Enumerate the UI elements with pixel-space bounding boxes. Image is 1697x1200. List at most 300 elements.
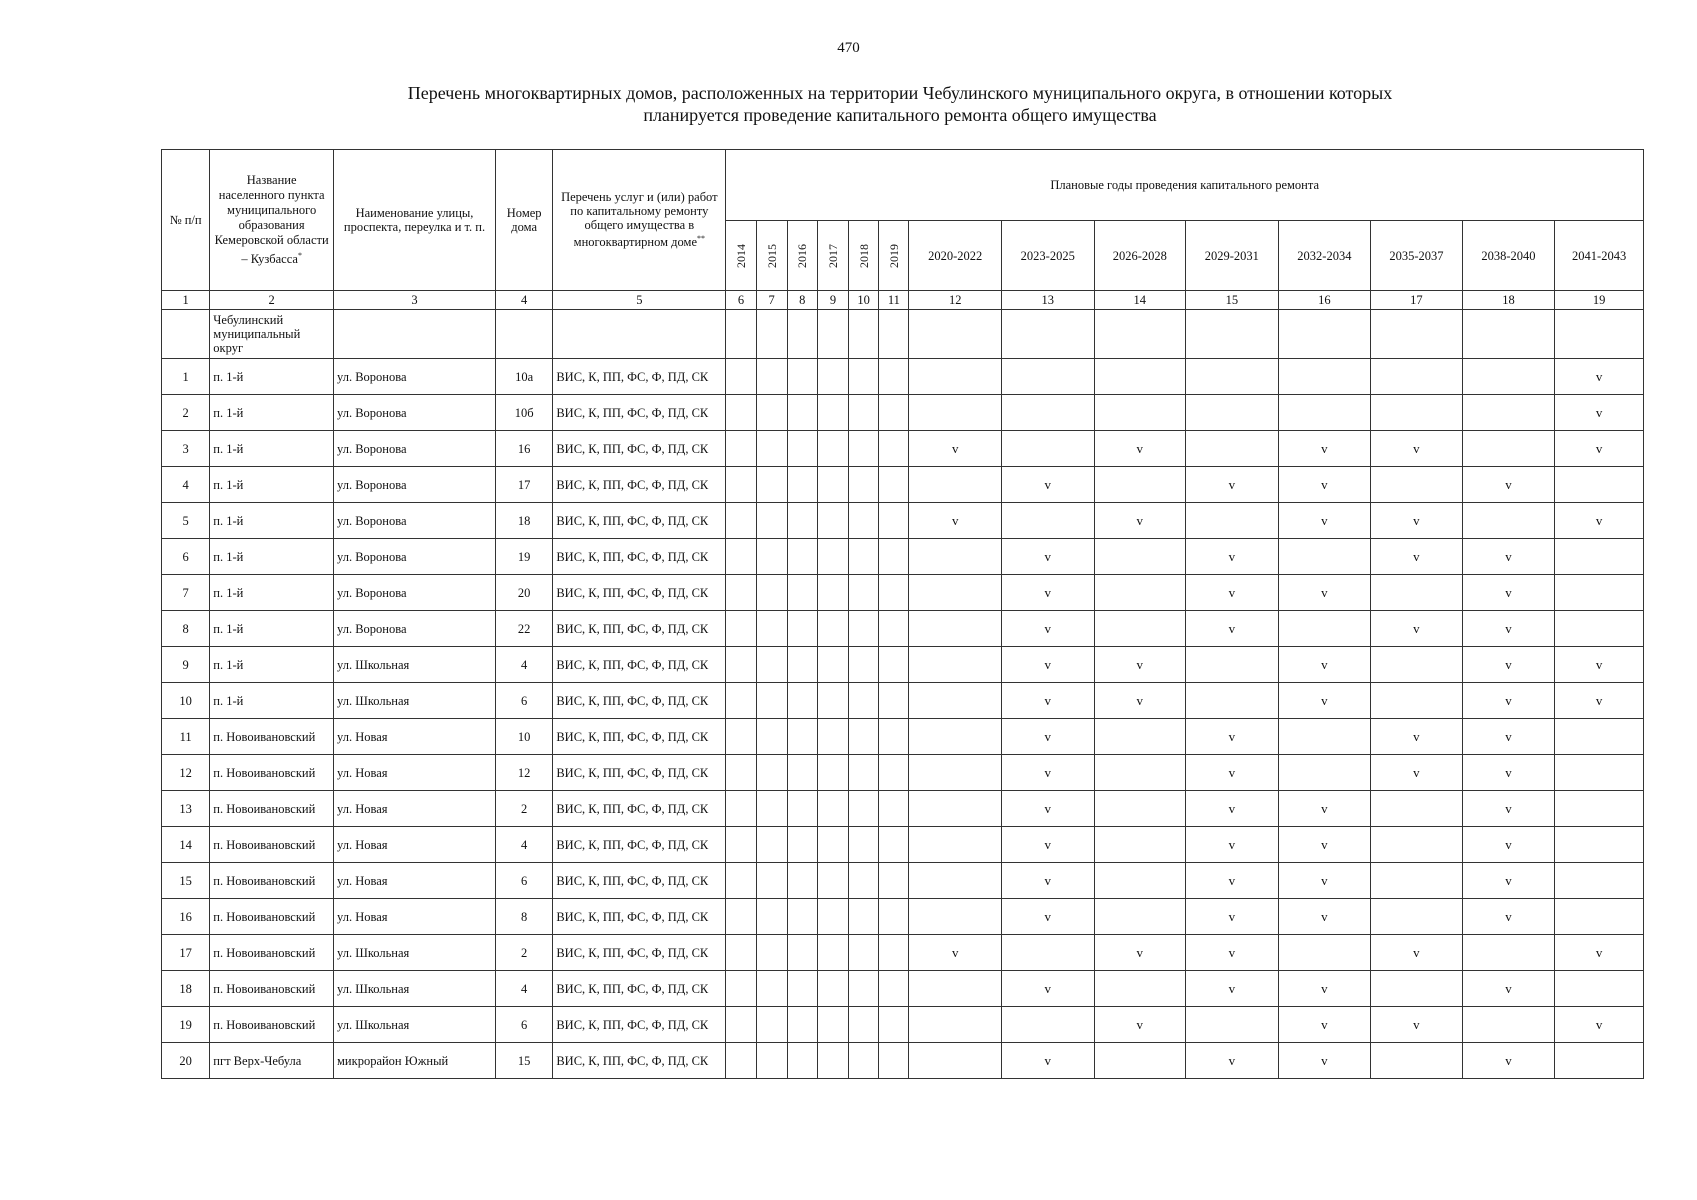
period-cell	[1371, 395, 1463, 431]
year-cell	[726, 611, 756, 647]
year-cell	[726, 1043, 756, 1079]
period-mark: v	[1186, 971, 1279, 1007]
period-cell	[909, 539, 1002, 575]
year-cell	[756, 827, 787, 863]
year-cell	[756, 971, 787, 1007]
street-cell: ул. Воронова	[334, 503, 496, 539]
table-row	[162, 611, 1644, 647]
period-mark: v	[1278, 971, 1371, 1007]
period-cell	[1371, 359, 1463, 395]
settlement-cell: п. Новоивановский	[210, 827, 334, 863]
works-cell: ВИС, К, ПП, ФС, Ф, ПД, СК	[553, 359, 726, 395]
street-cell: ул. Новая	[334, 899, 496, 935]
year-cell	[787, 575, 817, 611]
street-cell: ул. Воронова	[334, 611, 496, 647]
period-cell	[1001, 359, 1094, 395]
period-mark: v	[1001, 611, 1094, 647]
period-cell	[1555, 791, 1644, 827]
header-year-5: 2019	[879, 221, 909, 291]
period-cell	[1555, 719, 1644, 755]
period-cell	[909, 899, 1002, 935]
year-cell	[849, 467, 879, 503]
column-number-12: 13	[1001, 291, 1094, 310]
works-cell: ВИС, К, ПП, ФС, Ф, ПД, СК	[553, 899, 726, 935]
year-cell	[849, 539, 879, 575]
header-period-3: 2029-2031	[1186, 221, 1279, 291]
street-cell: ул. Школьная	[334, 935, 496, 971]
header-period-0: 2020-2022	[909, 221, 1002, 291]
year-cell	[756, 935, 787, 971]
period-cell	[1555, 971, 1644, 1007]
works-cell: ВИС, К, ПП, ФС, Ф, ПД, СК	[553, 611, 726, 647]
column-number-3: 4	[495, 291, 552, 310]
column-number-16: 17	[1371, 291, 1463, 310]
year-cell	[849, 431, 879, 467]
table-row	[162, 899, 1644, 935]
period-mark: v	[1555, 1007, 1644, 1043]
year-cell	[849, 863, 879, 899]
year-cell	[879, 935, 909, 971]
year-cell	[817, 503, 848, 539]
period-cell	[1462, 395, 1555, 431]
period-cell	[1371, 575, 1463, 611]
period-mark: v	[909, 935, 1002, 971]
period-mark: v	[1371, 611, 1463, 647]
works-cell: ВИС, К, ПП, ФС, Ф, ПД, СК	[553, 827, 726, 863]
period-mark: v	[1462, 1043, 1555, 1079]
period-mark: v	[1186, 899, 1279, 935]
table-row	[162, 719, 1644, 755]
period-cell	[909, 719, 1002, 755]
period-cell	[1186, 431, 1279, 467]
period-mark: v	[1186, 1043, 1279, 1079]
year-cell	[817, 647, 848, 683]
column-number-0: 1	[162, 291, 210, 310]
year-cell	[817, 827, 848, 863]
period-cell	[1186, 683, 1279, 719]
period-cell	[1001, 395, 1094, 431]
year-cell	[879, 647, 909, 683]
period-mark: v	[1462, 539, 1555, 575]
header-year-0: 2014	[726, 221, 756, 291]
period-mark: v	[1278, 503, 1371, 539]
year-cell	[726, 395, 756, 431]
period-mark: v	[1186, 863, 1279, 899]
house-cell: 16	[495, 431, 552, 467]
year-cell	[726, 719, 756, 755]
period-mark: v	[1462, 971, 1555, 1007]
period-cell	[909, 611, 1002, 647]
year-cell	[879, 827, 909, 863]
period-cell	[1094, 539, 1186, 575]
year-cell	[726, 539, 756, 575]
period-cell	[1094, 899, 1186, 935]
table-row	[162, 467, 1644, 503]
year-cell	[787, 395, 817, 431]
period-cell	[1278, 611, 1371, 647]
year-cell	[849, 647, 879, 683]
header-works: Перечень услуг и (или) работ по капитальному ремонту общего имущества в многоквартирном доме**	[553, 150, 726, 291]
works-cell: ВИС, К, ПП, ФС, Ф, ПД, СК	[553, 755, 726, 791]
year-cell	[879, 863, 909, 899]
column-number-9: 10	[849, 291, 879, 310]
period-cell	[909, 863, 1002, 899]
row-number: 3	[162, 431, 210, 467]
row-number: 20	[162, 1043, 210, 1079]
works-cell: ВИС, К, ПП, ФС, Ф, ПД, СК	[553, 791, 726, 827]
period-mark: v	[1371, 539, 1463, 575]
period-mark: v	[1555, 503, 1644, 539]
row-number: 17	[162, 935, 210, 971]
period-mark: v	[1278, 575, 1371, 611]
header-year-2: 2016	[787, 221, 817, 291]
period-cell	[909, 791, 1002, 827]
year-cell	[817, 467, 848, 503]
year-cell	[726, 935, 756, 971]
settlement-cell: п. Новоивановский	[210, 1007, 334, 1043]
year-cell	[726, 467, 756, 503]
period-mark: v	[1278, 1043, 1371, 1079]
period-mark: v	[1371, 935, 1463, 971]
period-mark: v	[1462, 467, 1555, 503]
period-cell	[1462, 1007, 1555, 1043]
period-cell	[1462, 503, 1555, 539]
table-row	[162, 1007, 1644, 1043]
year-cell	[849, 971, 879, 1007]
period-cell	[1001, 503, 1094, 539]
period-mark: v	[1001, 647, 1094, 683]
row-number: 7	[162, 575, 210, 611]
house-cell: 20	[495, 575, 552, 611]
period-cell	[1001, 1007, 1094, 1043]
row-number: 19	[162, 1007, 210, 1043]
settlement-cell: п. 1-й	[210, 359, 334, 395]
period-cell	[909, 467, 1002, 503]
period-mark: v	[1462, 611, 1555, 647]
column-number-17: 18	[1462, 291, 1555, 310]
year-cell	[817, 611, 848, 647]
period-mark: v	[1186, 935, 1279, 971]
year-cell	[849, 611, 879, 647]
period-mark: v	[1094, 1007, 1186, 1043]
period-mark: v	[1001, 1043, 1094, 1079]
house-cell: 12	[495, 755, 552, 791]
row-number: 10	[162, 683, 210, 719]
year-cell	[879, 467, 909, 503]
column-number-18: 19	[1555, 291, 1644, 310]
header-period-2: 2026-2028	[1094, 221, 1186, 291]
period-mark: v	[1186, 575, 1279, 611]
year-cell	[726, 827, 756, 863]
works-cell: ВИС, К, ПП, ФС, Ф, ПД, СК	[553, 971, 726, 1007]
period-cell	[1278, 755, 1371, 791]
house-cell: 2	[495, 935, 552, 971]
year-cell	[756, 899, 787, 935]
header-year-1: 2015	[756, 221, 787, 291]
settlement-cell: п. 1-й	[210, 395, 334, 431]
year-cell	[787, 539, 817, 575]
year-cell	[726, 899, 756, 935]
row-number: 6	[162, 539, 210, 575]
row-number: 2	[162, 395, 210, 431]
period-mark: v	[1278, 827, 1371, 863]
period-cell	[1462, 359, 1555, 395]
period-mark: v	[1001, 827, 1094, 863]
year-cell	[849, 791, 879, 827]
street-cell: ул. Воронова	[334, 431, 496, 467]
table-row	[162, 863, 1644, 899]
column-number-1: 2	[210, 291, 334, 310]
period-cell	[1278, 935, 1371, 971]
year-cell	[756, 539, 787, 575]
house-cell: 8	[495, 899, 552, 935]
column-number-5: 6	[726, 291, 756, 310]
year-cell	[849, 899, 879, 935]
period-mark: v	[1555, 683, 1644, 719]
year-cell	[756, 755, 787, 791]
year-cell	[756, 719, 787, 755]
settlement-cell: п. Новоивановский	[210, 971, 334, 1007]
row-number: 13	[162, 791, 210, 827]
year-cell	[726, 971, 756, 1007]
works-cell: ВИС, К, ПП, ФС, Ф, ПД, СК	[553, 467, 726, 503]
year-cell	[879, 971, 909, 1007]
year-cell	[817, 1007, 848, 1043]
house-cell: 19	[495, 539, 552, 575]
period-cell	[1186, 1007, 1279, 1043]
period-cell	[909, 683, 1002, 719]
period-cell	[909, 395, 1002, 431]
works-cell: ВИС, К, ПП, ФС, Ф, ПД, СК	[553, 395, 726, 431]
settlement-cell: п. Новоивановский	[210, 935, 334, 971]
table-row	[162, 539, 1644, 575]
period-mark: v	[909, 503, 1002, 539]
period-mark: v	[1462, 755, 1555, 791]
settlement-cell: п. 1-й	[210, 575, 334, 611]
year-cell	[879, 575, 909, 611]
year-cell	[849, 683, 879, 719]
table-row	[162, 395, 1644, 431]
period-cell	[1001, 935, 1094, 971]
year-cell	[787, 683, 817, 719]
period-cell	[1001, 431, 1094, 467]
year-cell	[787, 791, 817, 827]
period-mark: v	[1186, 611, 1279, 647]
period-mark: v	[1001, 791, 1094, 827]
column-number-2: 3	[334, 291, 496, 310]
house-cell: 4	[495, 827, 552, 863]
period-cell	[909, 359, 1002, 395]
settlement-cell: п. Новоивановский	[210, 863, 334, 899]
house-cell: 2	[495, 791, 552, 827]
page-number: 470	[837, 40, 860, 56]
row-number: 18	[162, 971, 210, 1007]
table-row	[162, 1043, 1644, 1079]
period-mark: v	[1001, 755, 1094, 791]
header-num: № п/п	[162, 150, 210, 291]
row-number: 11	[162, 719, 210, 755]
row-number: 14	[162, 827, 210, 863]
year-cell	[726, 755, 756, 791]
year-cell	[787, 1043, 817, 1079]
year-cell	[756, 467, 787, 503]
year-cell	[756, 431, 787, 467]
street-cell: ул. Школьная	[334, 1007, 496, 1043]
header-period-5: 2035-2037	[1371, 221, 1463, 291]
table-row	[162, 575, 1644, 611]
table-row	[162, 755, 1644, 791]
period-cell	[1094, 359, 1186, 395]
year-cell	[787, 899, 817, 935]
row-number: 12	[162, 755, 210, 791]
period-mark: v	[1462, 827, 1555, 863]
year-cell	[849, 1007, 879, 1043]
period-mark: v	[1555, 935, 1644, 971]
period-cell	[1371, 863, 1463, 899]
period-cell	[909, 971, 1002, 1007]
header-year-3: 2017	[817, 221, 848, 291]
settlement-cell: п. 1-й	[210, 467, 334, 503]
house-cell: 17	[495, 467, 552, 503]
year-cell	[726, 647, 756, 683]
header-street: Наименование улицы, проспекта, переулка и т. п.	[334, 150, 496, 291]
period-cell	[1094, 395, 1186, 431]
street-cell: ул. Новая	[334, 719, 496, 755]
period-cell	[1555, 1043, 1644, 1079]
year-cell	[756, 683, 787, 719]
table-row	[162, 827, 1644, 863]
period-cell	[1094, 755, 1186, 791]
year-cell	[849, 935, 879, 971]
period-cell	[1371, 971, 1463, 1007]
title-line-1: Перечень многоквартирных домов, расположенных на территории Чебулинского муниципального округа, в отношении которых	[407, 83, 1393, 103]
house-cell: 4	[495, 971, 552, 1007]
settlement-cell: п. 1-й	[210, 539, 334, 575]
period-cell	[1278, 719, 1371, 755]
header-period-7: 2041-2043	[1555, 221, 1644, 291]
year-cell	[756, 863, 787, 899]
year-cell	[787, 935, 817, 971]
year-cell	[817, 755, 848, 791]
period-cell	[1186, 395, 1279, 431]
year-cell	[879, 359, 909, 395]
period-cell	[1094, 971, 1186, 1007]
group-label: Чебулинский муниципальный округ	[210, 310, 334, 359]
year-cell	[817, 719, 848, 755]
period-mark: v	[1462, 863, 1555, 899]
header-period-6: 2038-2040	[1462, 221, 1555, 291]
period-cell	[1462, 935, 1555, 971]
house-cell: 6	[495, 1007, 552, 1043]
year-cell	[756, 791, 787, 827]
period-cell	[1555, 611, 1644, 647]
period-cell	[909, 755, 1002, 791]
year-cell	[879, 611, 909, 647]
year-cell	[756, 575, 787, 611]
year-cell	[817, 1043, 848, 1079]
column-number-13: 14	[1094, 291, 1186, 310]
year-cell	[787, 755, 817, 791]
table-row	[162, 647, 1644, 683]
year-cell	[849, 1043, 879, 1079]
period-mark: v	[1094, 935, 1186, 971]
year-cell	[879, 899, 909, 935]
table-row	[162, 791, 1644, 827]
column-number-8: 9	[817, 291, 848, 310]
period-cell	[1094, 1043, 1186, 1079]
year-cell	[787, 647, 817, 683]
settlement-cell: пгт Верх-Чебула	[210, 1043, 334, 1079]
period-cell	[909, 827, 1002, 863]
period-mark: v	[1371, 503, 1463, 539]
year-cell	[849, 395, 879, 431]
settlement-cell: п. Новоивановский	[210, 791, 334, 827]
year-cell	[726, 503, 756, 539]
year-cell	[879, 791, 909, 827]
group-row	[162, 310, 1644, 359]
period-cell	[1555, 863, 1644, 899]
year-cell	[849, 575, 879, 611]
period-mark: v	[1001, 467, 1094, 503]
period-cell	[1555, 827, 1644, 863]
year-cell	[787, 359, 817, 395]
street-cell: ул. Воронова	[334, 467, 496, 503]
house-cell: 4	[495, 647, 552, 683]
year-cell	[817, 971, 848, 1007]
year-cell	[849, 503, 879, 539]
year-cell	[787, 467, 817, 503]
period-mark: v	[1094, 503, 1186, 539]
period-cell	[1094, 791, 1186, 827]
settlement-cell: п. 1-й	[210, 647, 334, 683]
year-cell	[817, 359, 848, 395]
period-cell	[909, 1007, 1002, 1043]
year-cell	[787, 863, 817, 899]
works-cell: ВИС, К, ПП, ФС, Ф, ПД, СК	[553, 719, 726, 755]
year-cell	[787, 611, 817, 647]
row-number: 8	[162, 611, 210, 647]
period-mark: v	[1462, 683, 1555, 719]
house-cell: 6	[495, 863, 552, 899]
period-mark: v	[1462, 719, 1555, 755]
year-cell	[726, 683, 756, 719]
works-cell: ВИС, К, ПП, ФС, Ф, ПД, СК	[553, 431, 726, 467]
street-cell: ул. Новая	[334, 755, 496, 791]
table-row	[162, 683, 1644, 719]
house-cell: 15	[495, 1043, 552, 1079]
header-house: Номер дома	[495, 150, 552, 291]
works-cell: ВИС, К, ПП, ФС, Ф, ПД, СК	[553, 863, 726, 899]
column-number-4: 5	[553, 291, 726, 310]
year-cell	[787, 971, 817, 1007]
period-mark: v	[1094, 647, 1186, 683]
period-cell	[1462, 431, 1555, 467]
period-cell	[1186, 359, 1279, 395]
header-years-title: Плановые годы проведения капитального ремонта	[726, 150, 1644, 221]
period-mark: v	[1186, 791, 1279, 827]
period-cell	[1371, 467, 1463, 503]
settlement-cell: п. 1-й	[210, 683, 334, 719]
period-cell	[1094, 467, 1186, 503]
column-number-14: 15	[1186, 291, 1279, 310]
period-mark: v	[1001, 863, 1094, 899]
period-cell	[1094, 719, 1186, 755]
period-mark: v	[909, 431, 1002, 467]
period-mark: v	[1555, 431, 1644, 467]
year-cell	[726, 1007, 756, 1043]
period-mark: v	[1371, 755, 1463, 791]
house-cell: 22	[495, 611, 552, 647]
